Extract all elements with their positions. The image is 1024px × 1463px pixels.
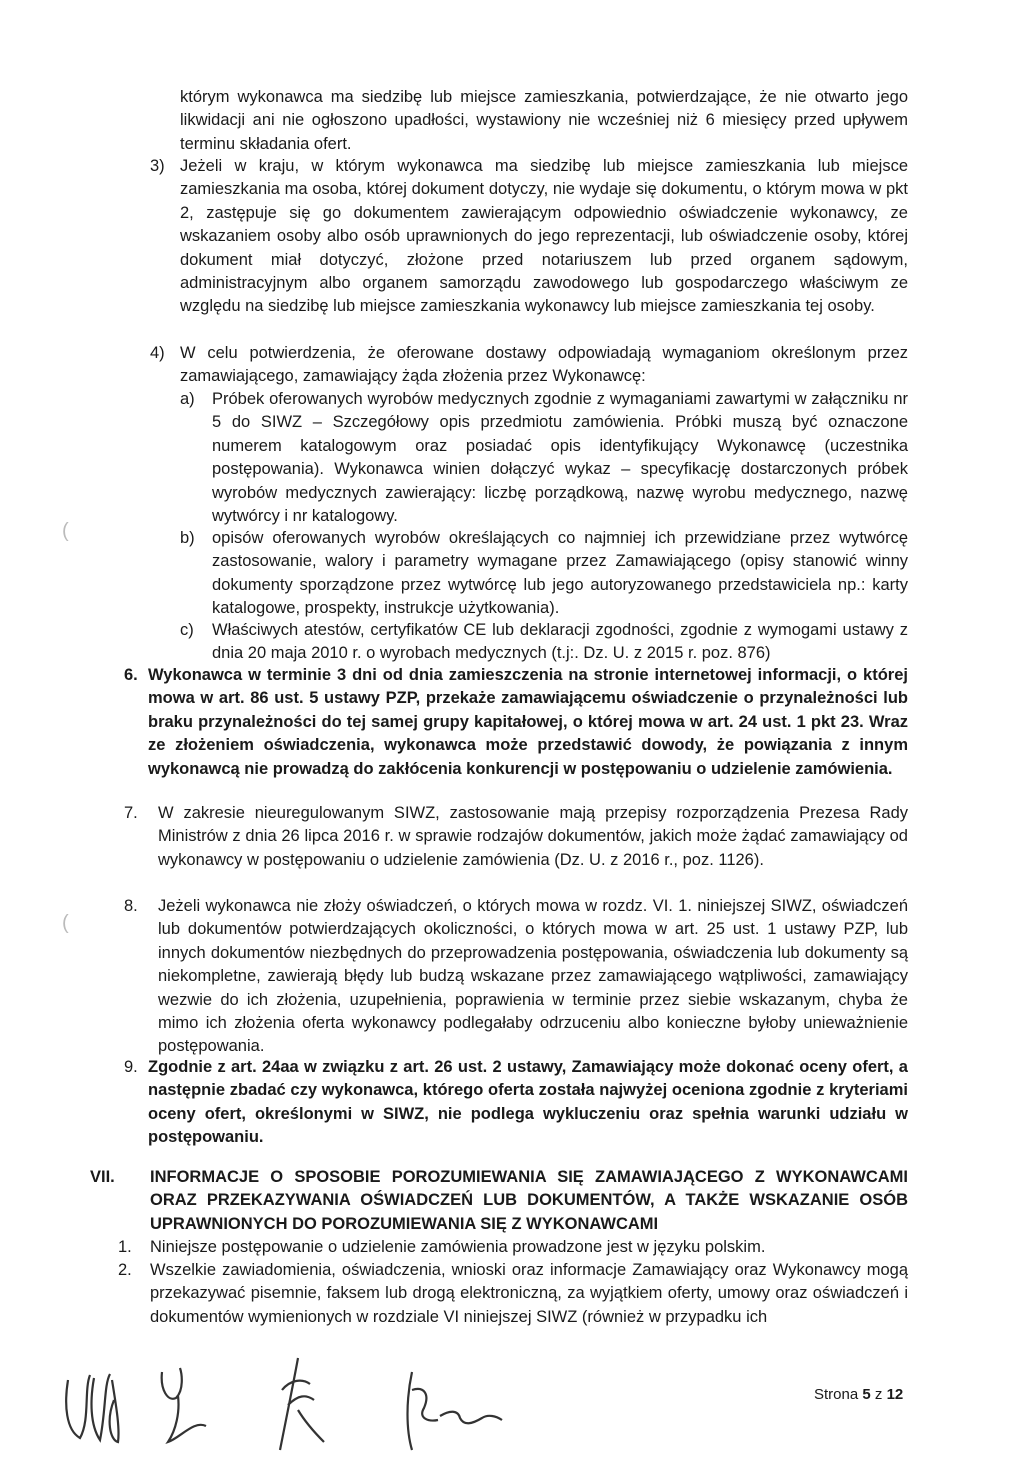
current-page: 5 — [862, 1386, 871, 1403]
item-number: 7. — [124, 804, 138, 822]
item-text: Wszelkie zawiadomienia, oświadczenia, wnioski oraz informacje Zamawiający oraz Wykonawcy mogą przekazywać pisemnie, faksem lub drogą elektroniczną, za wyjątkiem oferty, umowy oraz oświadczeń i dokumentów wymienionych w rozdziale VI niniejszej SIWZ (również w przypadku ich — [150, 1261, 908, 1326]
page-number — [814, 1383, 903, 1406]
item-number: 9. — [124, 1058, 138, 1076]
item-text: Niniejsze postępowanie o udzielenie zamówienia prowadzone jest w języku polskim. — [150, 1238, 766, 1256]
handwritten-signature — [60, 1350, 150, 1450]
item-number: 4) — [150, 344, 165, 362]
sub-item-letter: a) — [180, 390, 195, 408]
sub-item-letter: b) — [180, 529, 195, 547]
section-number: VII. — [90, 1168, 115, 1186]
item-text: Zgodnie z art. 24aa w związku z art. 26 ust. 2 ustawy, Zamawiający może dokonać oceny ofert, a następnie zbadać czy wykonawca, którego oferta została najwyżej oceniona zgodnie z kryteriami oceny ofert, określonymi w SIWZ, nie podlega wykluczeniu oraz spełnia warunki udziału w postępowaniu. — [148, 1058, 908, 1147]
handwritten-signature — [398, 1360, 508, 1455]
item-text: Wykonawca w terminie 3 dni od dnia zamieszczenia na stronie internetowej informacji, o której mowa w art. 86 ust. 5 ustawy PZP, przekaże zamawiającemu oświadczenie o przynależności lub braku przynależności do tej samej grupy kapitałowej, o której mowa w art. 24 ust. 1 pkt 23. Wraz ze złożeniem oświadczenia, wykonawca może przedstawić dowody, że powiązania z innym wykonawcą nie prowadzą do zakłócenia konkurencji w postępowaniu o udzielenie zamówienia. — [148, 666, 908, 778]
margin-mark: ( — [62, 520, 69, 542]
sub-item-text: Próbek oferowanych wyrobów medycznych zgodnie z wymaganiami zawartymi w załączniku nr 5 do SIWZ – Szczegółowy opis przedmiotu zamówienia. Próbki muszą być oznaczone numerem katalogowym oraz posiadać opis identyfikujący Wykonawcę (uczestnika postępowania). Wykonawca winien dołączyć wykaz – specyfikację dostarczonych próbek wyrobów medycznych zawierający: liczbę porządkową, nazwę wyrobu medycznego, nazwę wytwórcy i nr katalogowy. — [212, 390, 908, 526]
sub-item-letter: c) — [180, 621, 194, 639]
section-title: INFORMACJE O SPOSOBIE POROZUMIEWANIA SIĘ ZAMAWIAJĄCEGO Z WYKONAWCAMI ORAZ PRZEKAZYWANIA OŚWIADCZEŃ LUB DOKUMENTÓW, A TAKŻE WSKAZANIE OSÓB UPRAWNIONYCH DO POROZUMIEWANIA SIĘ Z WYKONAWCAMI — [150, 1168, 908, 1233]
item-number: 1. — [118, 1238, 132, 1256]
handwritten-signature — [150, 1350, 220, 1450]
sub-item-text: Właściwych atestów, certyfikatów CE lub deklaracji zgodności, zgodnie z wymogami ustawy z dnia 20 maja 2010 r. o wyrobach medycznych (t.j:. Dz. U. z 2015 r. poz. 876) — [212, 621, 908, 663]
item-number: 2. — [118, 1261, 132, 1279]
item-text: W zakresie nieuregulowanym SIWZ, zastosowanie mają przepisy rozporządzenia Prezesa Rady Ministrów z dnia 26 lipca 2016 r. w sprawie rodzajów dokumentów, jakich może żądać zamawiający od wykonawcy w postępowaniu o udzielenie zamówienia (Dz. U. z 2016 r., poz. 1126). — [158, 804, 908, 869]
page-separator: z — [870, 1386, 887, 1403]
handwritten-signature — [268, 1350, 338, 1460]
item-number: 6. — [124, 666, 138, 684]
margin-mark: ( — [62, 912, 69, 934]
continuation-paragraph: którym wykonawca ma siedzibę lub miejsce zamieszkania, potwierdzające, że nie otwarto jego likwidacji ani nie ogłoszono upadłości, wystawiony nie wcześniej niż 6 miesięcy przed upływem terminu składania ofert. — [180, 88, 908, 153]
sub-item-text: opisów oferowanych wyrobów określających co najmniej ich przewidziane przez wytwórcę zastosowanie, walory i parametry wymagane przez Zamawiającego (opisy stanowić winny dokumenty sporządzone przez wytwórcę lub jego autoryzowanego przedstawiciela np.: karty katalogowe, prospekty, instrukcje użytkowania). — [212, 529, 908, 618]
item-number: 8. — [124, 897, 138, 915]
total-pages: 12 — [886, 1386, 904, 1403]
page-label: Strona — [814, 1386, 863, 1403]
item-text: W celu potwierdzenia, że oferowane dostawy odpowiadają wymaganiom określonym przez zamawiającego, zamawiający żąda złożenia przez Wykonawcę: — [180, 344, 908, 386]
item-text: Jeżeli wykonawca nie złoży oświadczeń, o których mowa w rozdz. VI. 1. niniejszej SIWZ, oświadczeń lub dokumentów potwierdzających okoliczności, o których mowa w art. 25 ust. 1 ustawy PZP, lub innych dokumentów niezbędnych do przeprowadzenia postępowania, oświadczenia lub dokumenty są niekompletne, zawierają błędy lub budzą wskazane przez zamawiającego wątpliwości, zamawiający wezwie do ich złożenia, uzupełnienia, poprawienia w terminie przez siebie wskazanym, chyba że mimo ich złożenia oferta wykonawcy podlegałaby odrzuceniu albo konieczne byłoby unieważnienie postępowania. — [158, 897, 908, 1056]
item-text: Jeżeli w kraju, w którym wykonawca ma siedzibę lub miejsce zamieszkania lub miejsce zamieszkania ma osoba, której dokument dotyczy, nie wydaje się dokumentu, o którym mowa w pkt 2, zastępuje się go dokumentem zawierającym odpowiednio oświadczenie wykonawcy, ze wskazaniem osoby albo osób uprawnionych do jego reprezentacji, lub oświadczenie osoby, której dokument miał dotyczyć, złożone przed notariuszem lub przed organem sądowym, administracyjnym albo organem samorządu zawodowego lub gospodarczego właściwym ze względu na siedzibę lub miejsce zamieszkania wykonawcy lub miejsce zamieszkania tej osoby. — [180, 157, 908, 316]
item-number: 3) — [150, 157, 165, 175]
